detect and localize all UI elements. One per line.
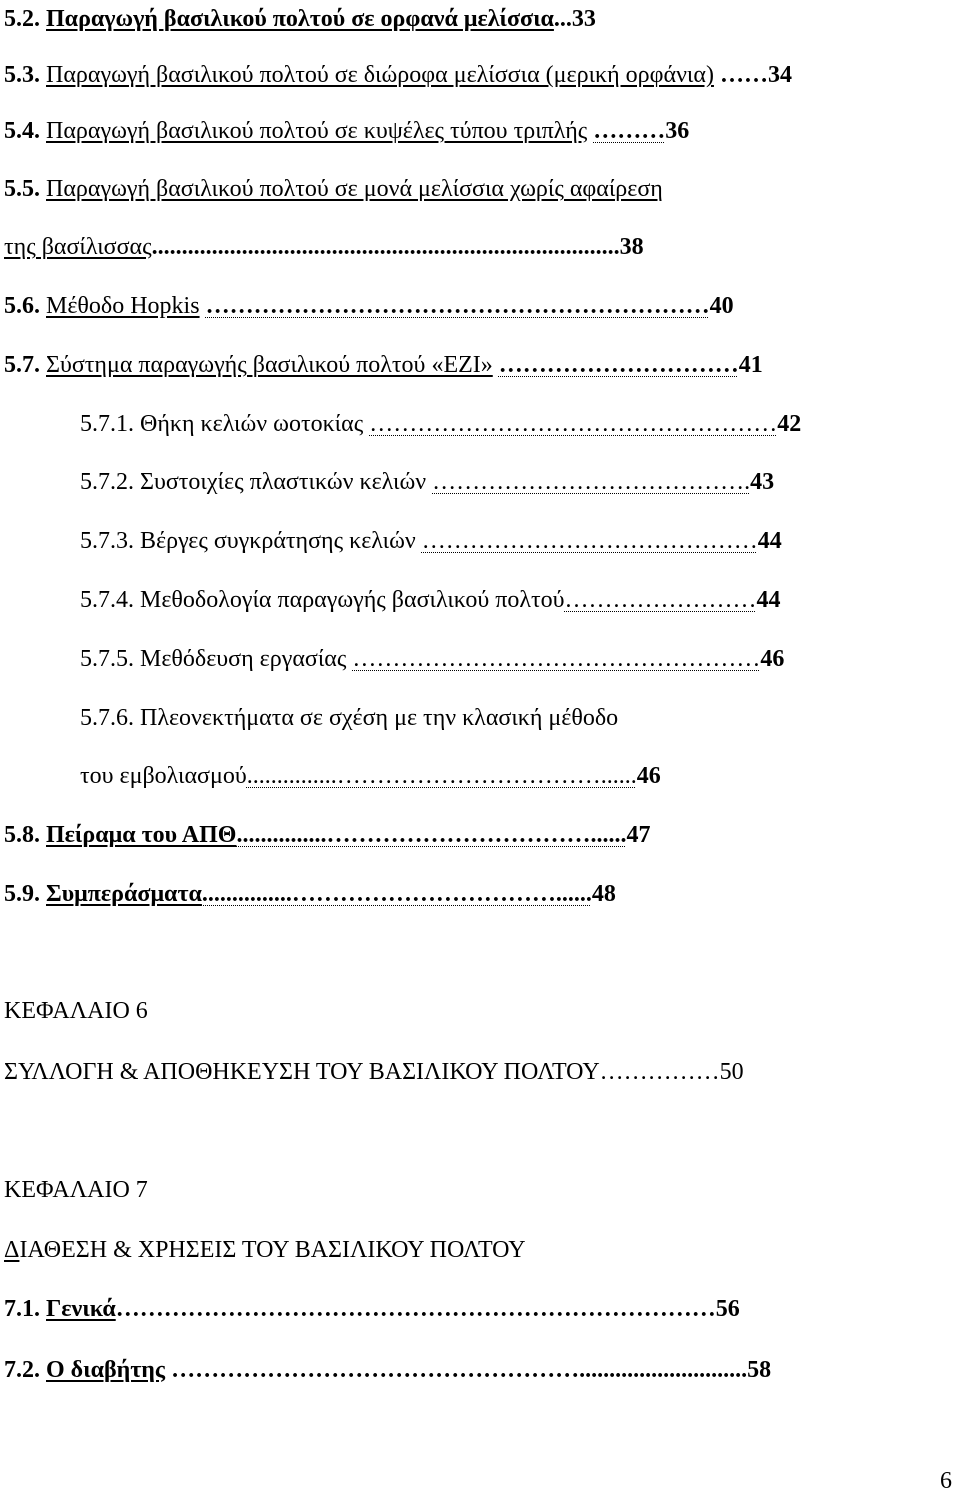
toc-title: Πλεονεκτήματα σε σχέση με την κλασική μέθοδο — [140, 705, 619, 731]
toc-leader: ...............……………………………...... — [201, 881, 592, 907]
toc-title: Βέργες συγκράτησης κελιών — [140, 528, 416, 554]
chapter-title-rest: ΙΑΘΕΣΗ & ΧΡΗΣΕΙΣ ΤΟΥ ΒΑΣΙΛΙΚΟΥ ΠΟΛΤΟΥ — [19, 1237, 526, 1263]
toc-title-link[interactable]: Γενικά — [46, 1296, 116, 1322]
toc-number: 5.7.6. — [80, 705, 134, 731]
toc-leader: …………………………………………… — [352, 646, 761, 672]
chapter-title-initial: Δ — [4, 1237, 20, 1263]
toc-number: 5.5. — [4, 176, 40, 202]
toc-entry-5-6[interactable] — [4, 291, 734, 321]
toc-page: 38 — [619, 234, 644, 260]
toc-number: 5.6. — [4, 293, 40, 319]
chapter-title: ΣΥΛΛΟΓΗ & ΑΠΟΘΗΚΕΥΣΗ ΤΟΥ ΒΑΣΙΛΙΚΟΥ ΠΟΛΤΟΥ — [4, 1059, 600, 1085]
toc-page: 58 — [747, 1357, 772, 1383]
toc-page: 33 — [571, 6, 596, 32]
toc-leader: ………………………………………………………………… — [115, 1296, 716, 1322]
toc-number: 7.1. — [4, 1296, 40, 1322]
toc-entry-5-8[interactable] — [4, 820, 650, 850]
toc-number: 5.7.2. — [80, 469, 134, 495]
toc-leader: .............................................................................. — [151, 234, 620, 260]
toc-title-link[interactable]: Συμπεράσματα — [46, 881, 202, 907]
toc-title-link[interactable]: Παραγωγή βασιλικού πολτού σε κυψέλες τύπου τριπλής — [46, 118, 588, 144]
toc-leader: ……… — [593, 118, 666, 144]
toc-title-link[interactable]: Πείραμα του ΑΠΘ — [46, 822, 237, 848]
toc-entry-5-7-2[interactable] — [80, 467, 774, 497]
chapter-6-label — [4, 996, 148, 1026]
chapter-6-title-entry[interactable] — [4, 1057, 744, 1087]
toc-entry-5-3[interactable] — [4, 60, 792, 90]
toc-title: Μεθοδολογία παραγωγής βασιλικού πολτού — [140, 587, 565, 613]
toc-title-link[interactable]: της βασίλισσας — [4, 234, 152, 260]
toc-page: 42 — [777, 411, 802, 437]
toc-leader: ... — [553, 6, 572, 32]
toc-number: 5.7.3. — [80, 528, 134, 554]
toc-title-link[interactable]: Παραγωγή βασιλικού πολτού σε διώροφα μελίσσια (μερική ορφάνια) — [46, 62, 714, 88]
toc-page: 50 — [719, 1059, 744, 1085]
toc-entry-5-7-1[interactable] — [80, 409, 801, 439]
toc-page: 47 — [626, 822, 651, 848]
toc-leader: …………………………………………… — [369, 411, 778, 437]
toc-number: 5.2. — [4, 6, 40, 32]
toc-title-link[interactable]: Παραγωγή βασιλικού πολτού σε ορφανά μελίσσια — [46, 6, 554, 32]
toc-entry-5-9[interactable] — [4, 879, 616, 909]
toc-title: Θήκη κελιών ωοτοκίας — [140, 411, 364, 437]
toc-page: 36 — [665, 118, 690, 144]
toc-page: 48 — [591, 881, 616, 907]
toc-entry-5-7-5[interactable] — [80, 644, 784, 674]
chapter-label: ΚΕΦΑΛΑΙΟ 6 — [4, 998, 148, 1024]
toc-entry-7-2[interactable] — [4, 1355, 771, 1385]
toc-entry-5-2[interactable] — [4, 4, 596, 34]
toc-leader: …………………………………… — [421, 528, 758, 554]
toc-leader: ...............……………………………...... — [236, 822, 627, 848]
toc-title-link[interactable]: Μέθοδο Hopkis — [46, 293, 200, 319]
toc-page: 46 — [636, 763, 661, 789]
toc-leader: …… — [719, 62, 768, 88]
toc-title-link[interactable]: Ο διαβήτης — [46, 1357, 166, 1383]
toc-entry-5-5-cont[interactable] — [4, 232, 644, 262]
toc-entry-5-7-6[interactable] — [80, 703, 618, 733]
toc-title: Συστοιχίες πλαστικών κελιών — [140, 469, 427, 495]
toc-number: 5.9. — [4, 881, 40, 907]
toc-number: 5.7.4. — [80, 587, 134, 613]
toc-page: 41 — [738, 352, 763, 378]
toc-leader: …………………… — [564, 587, 757, 613]
toc-page: 44 — [756, 587, 781, 613]
toc-page: 43 — [750, 469, 775, 495]
toc-title-link[interactable]: Παραγωγή βασιλικού πολτού σε μονά μελίσσια χωρίς αφαίρεση — [46, 176, 663, 202]
toc-entry-5-7-4[interactable] — [80, 585, 781, 615]
toc-leader: ………………………… — [498, 352, 739, 378]
toc-leader: …………………………………. — [432, 469, 751, 495]
toc-leader: ……………………………………………………… — [205, 293, 710, 319]
toc-page: 44 — [757, 528, 782, 554]
toc-page: 40 — [709, 293, 734, 319]
toc-number: 5.7. — [4, 352, 40, 378]
toc-leader: ……………………………………………............................ — [171, 1357, 748, 1383]
toc-entry-5-7[interactable] — [4, 350, 763, 380]
chapter-label: ΚΕΦΑΛΑΙΟ 7 — [4, 1177, 148, 1203]
toc-number: 5.4. — [4, 118, 40, 144]
toc-title: του εμβολιασμού — [80, 763, 247, 789]
chapter-7-label — [4, 1175, 148, 1205]
toc-leader: …………… — [599, 1059, 720, 1085]
chapter-7-title — [4, 1235, 526, 1265]
page-number: 6 — [940, 1468, 952, 1494]
toc-page: 34 — [767, 62, 792, 88]
toc-entry-5-7-6-cont[interactable] — [80, 761, 661, 791]
toc-entry-5-4[interactable] — [4, 116, 689, 146]
toc-title-link[interactable]: Σύστημα παραγωγής βασιλικού πολτού «EZI» — [46, 352, 493, 378]
toc-number: 7.2. — [4, 1357, 40, 1383]
toc-leader: ...............……………………………...... — [246, 763, 637, 789]
toc-page: 46 — [760, 646, 785, 672]
toc-entry-5-7-3[interactable] — [80, 526, 782, 556]
toc-title: Μεθόδευση εργασίας — [140, 646, 347, 672]
toc-page: 56 — [715, 1296, 740, 1322]
toc-number: 5.7.5. — [80, 646, 134, 672]
toc-number: 5.7.1. — [80, 411, 134, 437]
toc-number: 5.8. — [4, 822, 40, 848]
toc-number: 5.3. — [4, 62, 40, 88]
toc-entry-5-5[interactable] — [4, 174, 663, 204]
toc-entry-7-1[interactable] — [4, 1294, 740, 1324]
